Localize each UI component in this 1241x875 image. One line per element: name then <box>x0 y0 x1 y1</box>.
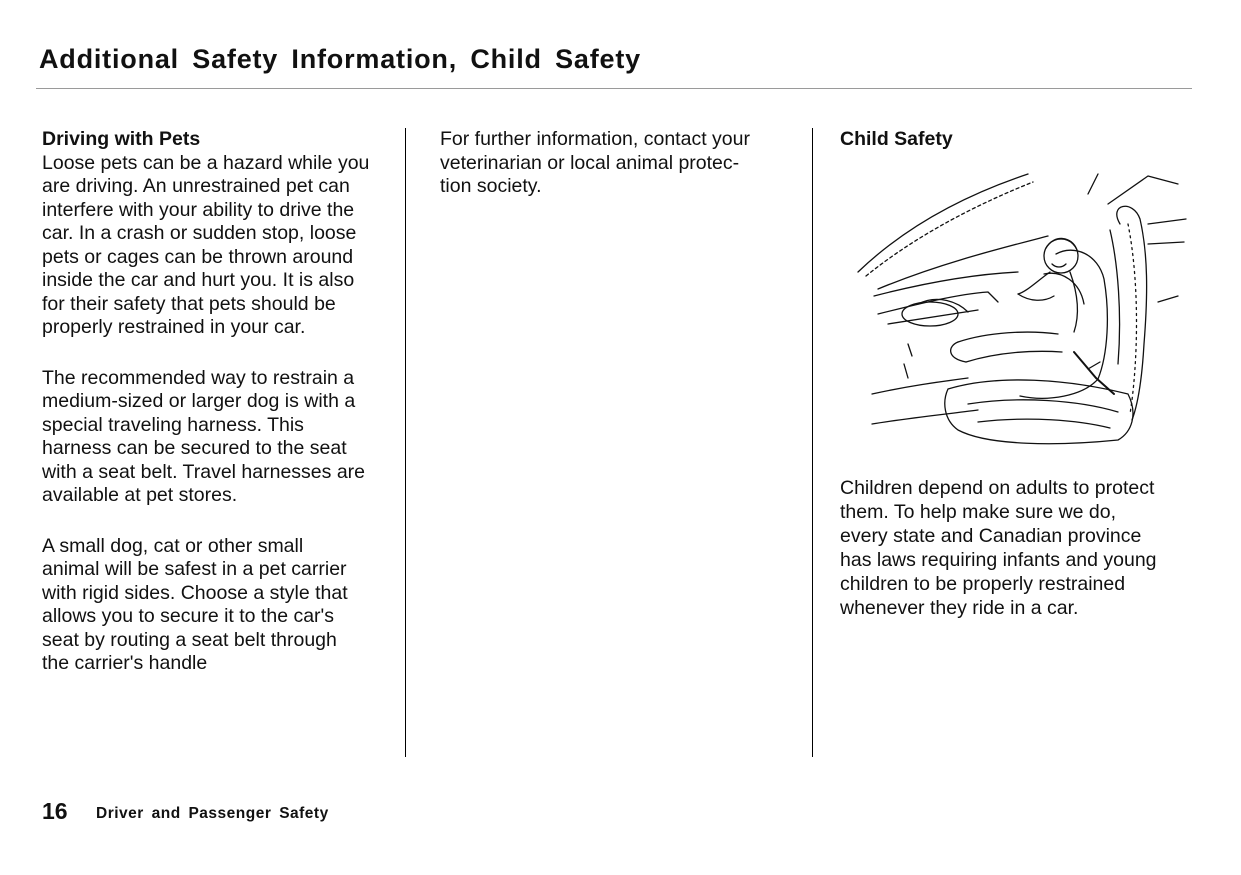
paragraph-further-info: For further information, contact your veterinarian or local animal protec- tion society. <box>440 128 750 197</box>
paragraph-pets-carrier: A small dog, cat or other small animal will be safest in a pet carrier with rigid sides. Choose a style that allows you to secure it to the car's seat by routing a seat belt through the carrier's handle <box>42 534 348 674</box>
footer-section-title: Driver and Passenger Safety <box>96 805 329 822</box>
column-divider-1 <box>405 128 406 757</box>
column-divider-2 <box>812 128 813 757</box>
paragraph-pets-harness: The recommended way to restrain a medium-sized or larger dog is with a special traveling harness. This harness can be secured to the seat with a seat belt. Travel harnesses are available at pet stores. <box>42 366 365 506</box>
column-child-safety <box>840 128 1200 152</box>
title-divider <box>36 88 1192 89</box>
paragraph-child-safety: Children depend on adults to protect them. To help make sure we do, every state and Canadian province has laws requiring infants and young children to be properly restrained whenever they ride in a car. <box>840 477 1157 619</box>
column-driving-with-pets <box>42 128 397 676</box>
page-number: 16 <box>42 798 68 824</box>
section-heading-child-safety: Child Safety <box>840 128 953 150</box>
child-seat-illustration <box>848 164 1188 454</box>
paragraph-pets-hazard: Loose pets can be a hazard while you are driving. An unrestrained pet can interfere with your ability to drive the car. In a crash or sudden stop, loose pets or cages can be thrown around inside the car and hurt you. It is also for their safety that pets should be properly restrained in your car. <box>42 151 370 338</box>
section-heading-pets: Driving with Pets <box>42 128 201 150</box>
column-further-info <box>440 128 800 199</box>
page-title: Additional Safety Information, Child Safety <box>39 44 641 74</box>
